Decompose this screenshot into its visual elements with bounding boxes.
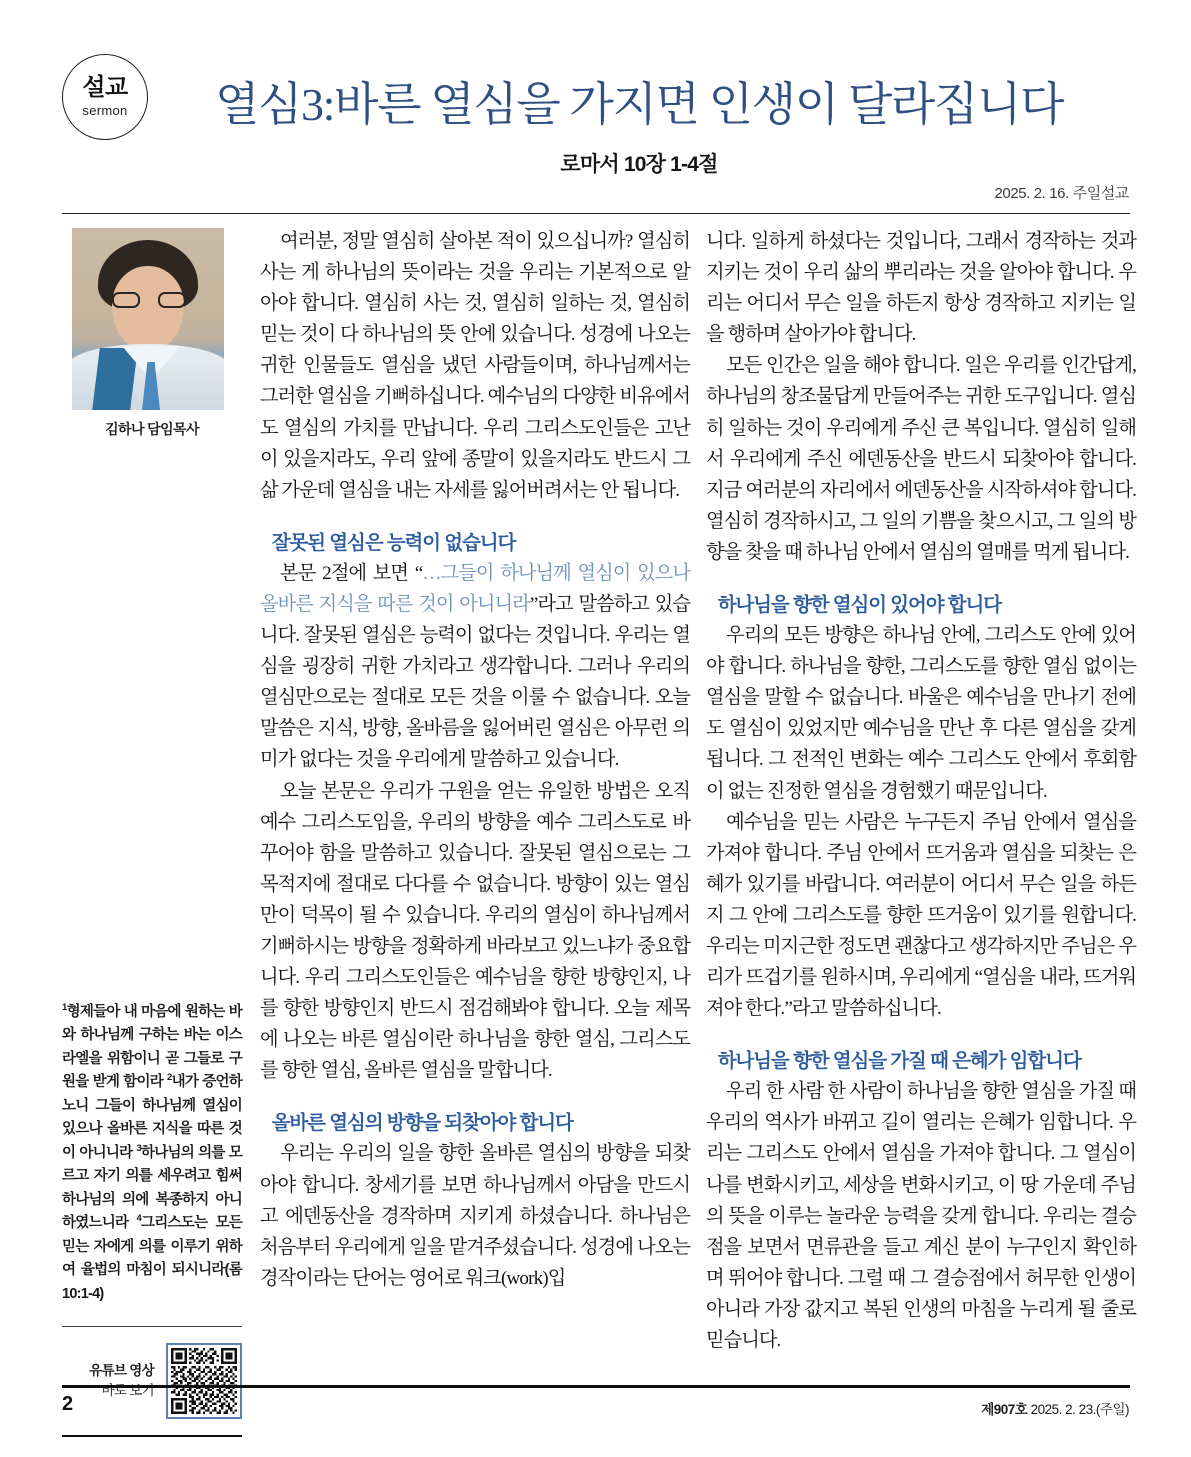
sermon-badge-label-ko: 설교 xyxy=(82,73,128,101)
qr-label-line2: 바로 보기 xyxy=(101,1383,154,1399)
qr-divider-bottom xyxy=(62,1435,242,1437)
glasses-icon xyxy=(112,292,186,309)
paragraph: 우리는 우리의 일을 향한 올바른 열심의 방향을 되찾아야 합니다. 창세기를 보면 하나님께서 아담을 만드시고 에덴동산을 경작하며 지키게 하셨습니다. 하나님은 처음부터 우리에게 일을 맡겨주셨습니다. 성경에 나오는 경작이라는 단어는 영어로 워크(work)입 xyxy=(260,1143,690,1289)
content-columns xyxy=(62,226,1136,1399)
pastor-name-caption: 김하나 담임목사 xyxy=(105,421,199,437)
paragraph-with-quote xyxy=(706,807,1136,1025)
sermon-badge xyxy=(62,54,148,140)
masthead xyxy=(62,46,1130,196)
verse-number-1: 1 xyxy=(62,1002,67,1014)
section-heading: 하나님을 향한 열심이 있어야 합니다 xyxy=(717,594,1002,617)
issue-number: 제907호 xyxy=(981,1402,1028,1417)
sermon-title: 열심3:바른 열심을 가지면 인생이 달라집니다 xyxy=(214,79,1064,130)
quote-tail: ”라고 말씀하고 있습니다. 잘못된 열심은 능력이 없다는 것입니다. 우리는 열심을 굉장히 귀한 가치라고 생각합니다. 그러나 우리의 열심만으로는 절대로 모든 것을 이룰 수 없습니다. 오늘 말씀은 지식, 방향, 올바름을 잃어버린 열심은 아무런 의미가 없다는 것을 우리에게 말씀하고 있습니다. xyxy=(260,593,690,771)
qr-divider-top xyxy=(62,1326,242,1327)
verse-number-4: 4 xyxy=(136,1213,142,1225)
qr-label xyxy=(89,1361,154,1402)
qr-code-icon[interactable] xyxy=(166,1343,242,1419)
paragraph: 우리 한 사람 한 사람이 하나님을 향한 열심을 가질 때 우리의 역사가 바뀌고 길이 열리는 은혜가 임합니다. 우리는 그리스도 안에서 열심을 가져야 합니다. 그 열심이 나를 변화시키고, 세상을 변화시키고, 이 땅 가운데 주님의 뜻을 이루는 놀라운 능력을 갖게 합니다. 우리는 결승점을 보면서 면류관을 들고 계신 분이 누구인지 확인하며 뛰어야 합니다. 그럴 때 그 결승점에서 허무한 인생이 아니라 가장 값지고 복된 인생의 마침을 누리게 될 줄로 믿습니다. xyxy=(706,1081,1136,1351)
quote-lead: 예수님을 믿는 사람은 누구든지 주님 안에서 열심을 가져야 합니다. 주님 안에서 뜨거움과 열심을 되찾는 은혜가 있기를 바랍니다. 여러분이 어디서 무슨 일을 하든지 그 안에 그리스도를 향한 뜨거움이 있기를 원합니다. 우리는 미지근한 정도면 괜찮다고 생각하지만 주님은 우리가 뜨겁기를 원하시며, 우리에게 “ xyxy=(706,811,1136,989)
portrait-stole xyxy=(92,348,138,410)
quoted-scripture: …그들이 하나님께 열심이 있으나 올바른 지식을 따른 것이 아니니라 xyxy=(260,562,691,615)
paragraph-continued: 니다. 일하게 하셨다는 것입니다, 그래서 경작하는 것과 지키는 것이 우리 삶의 뿌리라는 것을 알아야 합니다. 우리는 어디서 무슨 일을 하든지 항상 경작하고 지키는 일을 행하며 살아가야 합니다. xyxy=(706,231,1136,346)
qr-label-line1: 유튜브 영상 xyxy=(89,1363,154,1379)
scripture-citation: (롬 10:1-4) xyxy=(62,1262,242,1302)
sermon-date: 2025. 2. 16. 주일설교 xyxy=(994,185,1129,202)
sidebar-column xyxy=(62,226,242,1437)
verse-text-2: 내가 증언하노니 그들이 하나님께 열심이 있으나 올바른 지식을 따른 것이 아니니라 xyxy=(62,1074,242,1161)
verse-number-2: 2 xyxy=(167,1072,172,1084)
sermon-badge-label-en: sermon xyxy=(82,102,128,118)
section-heading: 잘못된 열심은 능력이 없습니다 xyxy=(271,531,516,554)
paragraph: 모든 인간은 일을 해야 합니다. 일은 우리를 인간답게, 하나님의 창조물답게 만들어주는 귀한 도구입니다. 열심히 일하는 것이 우리에게 주신 큰 복입니다. 열심히 일해서 우리에게 주신 에덴동산을 반드시 되찾아야 합니다. 지금 여러분의 자리에서 에덴동산을 시작하셔야 합니다. 열심히 경작하시고, 그 일의 기쁨을 찾으시고, 그 일의 방향을 찾을 때 하나님 안에서 열심의 열매를 먹게 됩니다. xyxy=(706,355,1136,563)
issue-date: 2025. 2. 23.(주일) xyxy=(1027,1402,1129,1417)
verse-text-1: 형제들아 내 마음에 원하는 바와 하나님께 구하는 바는 이스라엘을 위함이니 곧 그들로 구원을 받게 함이라 xyxy=(62,1004,242,1091)
footer-divider xyxy=(62,1385,1130,1388)
quote-lead: 본문 2절에 보면 “ xyxy=(280,562,423,584)
quote-tail: ”라고 말씀하십니다. xyxy=(784,998,941,1020)
colophon xyxy=(981,1398,1129,1418)
page-number: 2 xyxy=(62,1393,74,1415)
section-heading: 하나님을 향한 열심을 가질 때 은혜가 임합니다 xyxy=(717,1050,1081,1073)
youtube-qr-block[interactable] xyxy=(62,1343,242,1419)
paragraph: 여러분, 정말 열심히 살아본 적이 있으십니까? 열심히 사는 게 하나님의 뜻이라는 것을 우리는 기본적으로 알아야 합니다. 열심히 사는 것, 열심히 일하는 것, 열심히 믿는 것이 다 하나님의 뜻 안에 있습니다. 성경에 나오는 귀한 인물들도 열심을 냈던 사람들이며, 하나님께서는 그러한 열심을 기뻐하십니다. 예수님의 다양한 비유에서도 열심의 가치를 만납니다. 우리 그리스도인들은 고난이 있을지라도, 우리 앞에 종말이 있을지라도 반드시 그 삶 가운데 열심을 내는 자세를 잃어버려서는 안 됩니다. xyxy=(260,231,690,501)
scripture-passage-block xyxy=(62,1001,242,1306)
right-column xyxy=(706,226,1136,1356)
verse-text-3: 하나님의 의를 모르고 자기 의를 세우려고 힘써 하나님의 의에 복종하지 아니하였느니라 xyxy=(62,1144,242,1232)
paragraph-with-quote xyxy=(260,558,690,776)
header-divider xyxy=(62,213,1130,214)
middle-column xyxy=(260,226,690,1294)
verse-number-3: 3 xyxy=(136,1143,142,1155)
qr-code-svg xyxy=(171,1348,237,1414)
paragraph: 오늘 본문은 우리가 구원을 얻는 유일한 방법은 오직 예수 그리스도임을, 우리의 방향을 예수 그리스도로 바꾸어야 함을 말씀하고 있습니다. 잘못된 열심으로는 그 목적지에 절대로 다다를 수 없습니다. 방향이 있는 열심만이 덕목이 될 수 있습니다. 우리의 열심이 하나님께서 기뻐하시는 방향을 정확하게 바라보고 있느냐가 중요합니다. 우리 그리스도인들은 예수님을 향한 방향인지, 나를 향한 방향인지 반드시 점검해봐야 합니다. 오늘 제목에 나오는 바른 열심이란 하나님을 향한 열심, 그리스도를 향한 열심, 올바른 열심을 말합니다. xyxy=(260,780,690,1082)
pastor-portrait-photo xyxy=(72,228,224,410)
verse-text-4: 그리스도는 모든 믿는 자에게 의를 이루기 위하여 율법의 마침이 되시니라 xyxy=(62,1215,242,1279)
sermon-scripture-reference: 로마서 10장 1-4절 xyxy=(560,152,718,176)
quoted-phrase: 열심을 내라, 뜨거워져야 한다. xyxy=(706,967,1136,1020)
paragraph: 우리의 모든 방향은 하나님 안에, 그리스도 안에 있어야 합니다. 하나님을 향한, 그리스도를 향한 열심 없이는 열심을 말할 수 없습니다. 바울은 예수님을 만나기 전에도 열심이 있었지만 예수님을 만난 후 다른 열심을 갖게 됩니다. 그 전적인 변화는 예수 그리스도 안에서 후회함이 없는 진정한 열심을 경험했기 때문입니다. xyxy=(706,625,1136,802)
section-heading: 올바른 열심의 방향을 되찾아야 합니다 xyxy=(271,1112,573,1135)
title-block xyxy=(148,46,1130,178)
